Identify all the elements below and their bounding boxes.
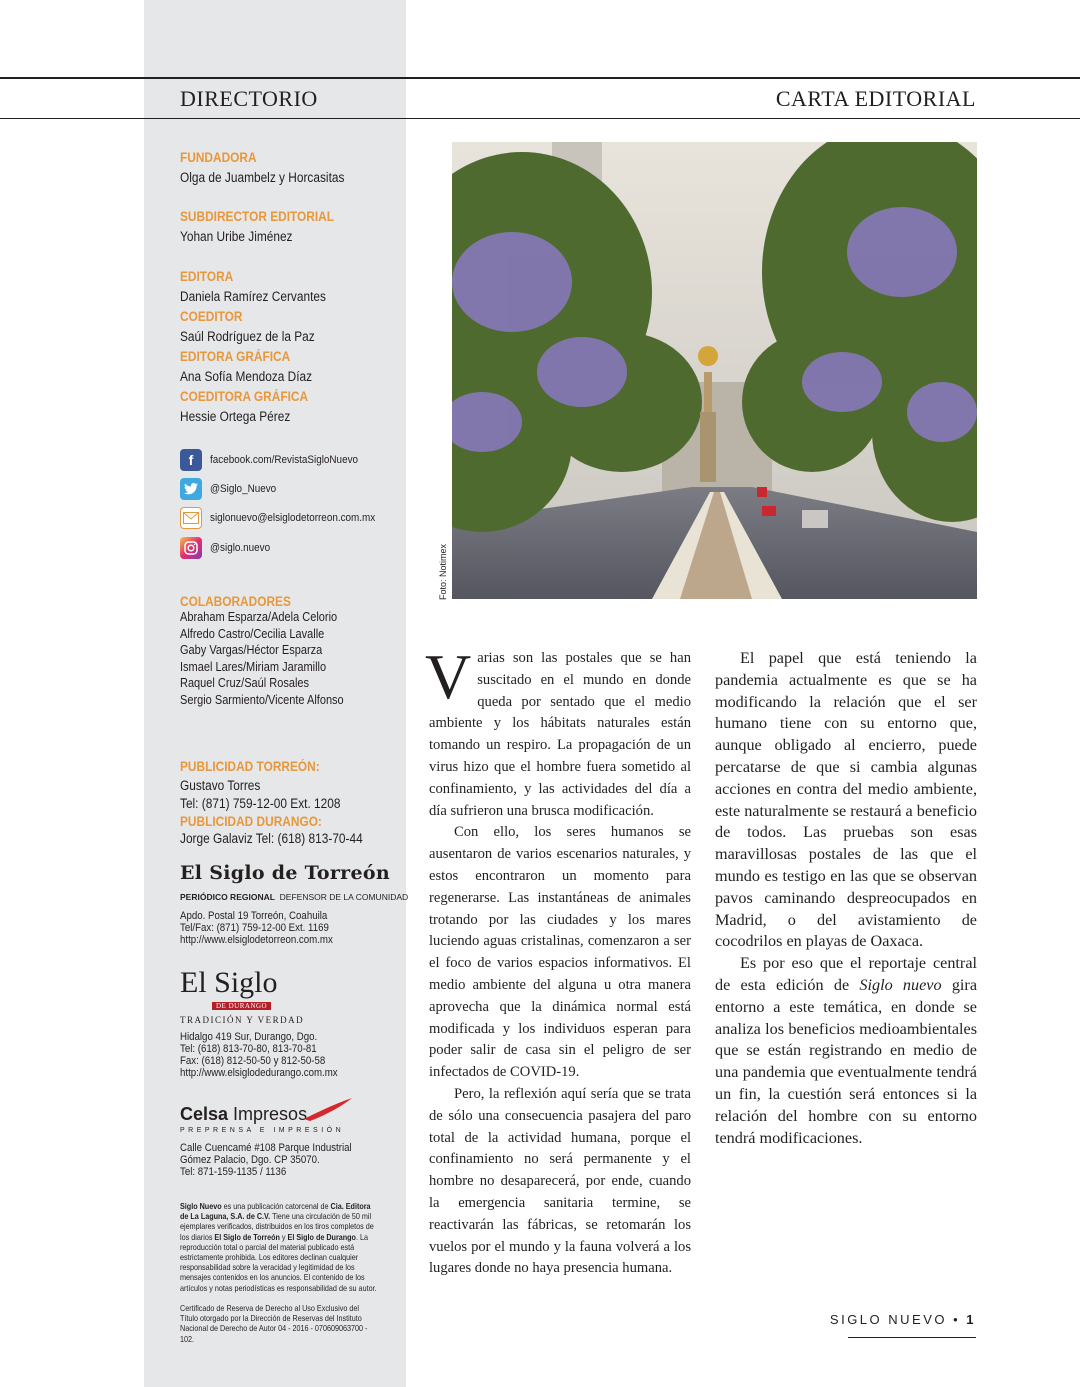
editorial-photo [452,142,977,599]
article-paragraph: El papel que está teniendo la pandemia actualmente es que se ha modificando la relación que el ser humano tiene con su entorno que, aunque obligado al encierro, puede percatarse de que si cambia algunas acciones en contra del medio ambiente, este naturalmente se restaurá a beneficio de todos. Las pruebas son esas maravillosas postales de las que el mundo es testigo en las que se observan pavos caminando despreocupados en Madrid, o del avistamiento de cocodrilos en playas de Oaxaca. [715,649,978,951]
directory-editors [180,267,380,427]
legal-certificate: Certificado de Reserva de Derecho al Uso Exclusivo del Título otorgado por la Dirección de Reservas del Instituto Nacional de Derecho de Autor 04 - 2016 - 070609063700 - 102. [180,1303,368,1344]
collaborator-line: Gaby Vargas/Héctor Esparza [180,643,323,657]
person-name: Daniela Ramírez Cervantes [180,289,326,304]
collaborator-line: Sergio Sarmiento/Vicente Alfonso [180,692,344,707]
article-column-right [715,648,977,1149]
role-label: SUBDIRECTOR EDITORIAL [180,209,335,224]
role-label: COEDITORA GRÁFICA [180,389,309,404]
legal-siglo-torreon: El Siglo de Torreón [214,1231,280,1242]
siglo-durango-fax: Fax: (618) 812-50-50 y 812-50-58 [180,1055,326,1067]
instagram-link[interactable]: @siglo.nuevo [210,542,271,554]
celsa-logo [180,1104,307,1125]
siglo-torreon-tagline-bold: PERIÓDICO REGIONAL [180,892,275,902]
collaborators-title: COLABORADORES [180,594,291,609]
siglo-durango-logo-tag: DE DURANGO [212,1002,271,1010]
collaborator-line: Abraham Esparza/Adela Celorio [180,610,338,624]
social-twitter[interactable] [180,478,284,500]
role-label: EDITORA [180,269,234,284]
celsa-address2: Gómez Palacio, Dgo. CP 35070. [180,1154,320,1166]
header-carta-editorial: CARTA EDITORIAL [775,86,976,111]
social-facebook[interactable] [180,449,374,471]
siglo-torreon-logo: El Siglo de Torreón [180,862,390,884]
collaborator-line: Raquel Cruz/Saúl Rosales [180,676,310,690]
collaborator-line: Alfredo Castro/Cecilia Lavalle [180,626,325,641]
person-name: Yohan Uribe Jiménez [180,229,293,244]
article-paragraph [425,641,691,822]
directory-subdirector [180,207,380,247]
role-label: EDITORA GRÁFICA [180,349,291,364]
legal-text: . La reproducción total o parcial del material publicado está estrictamente prohibida. Los editores declinan cualquier responsabilidad sobre la veracidad y legitimidad de los mensajes contenidos en los anuncios. El contenido de los artículos y notas periodísticas es responsabilidad de su autor. [180,1231,377,1293]
celsa-logo-bold: Celsa [180,1104,229,1124]
article-paragraph: Con ello, los seres humanos se ausentaron de varios escenarios naturales, y estos encontraron un momento para regenerarse. Las instantáneas de animales trotando por las ciudades y los mares luciendo aguas cristalinas, comenzaron a ser el foco de varios espacios informativos. El medio ambiente del alguna u otra manera aprovecha que la dinámica normal está modificada y los individuos esperan para poder salir de casa sin el peligro de ser infectados de COVID-19. [429,824,691,1081]
collaborator-line: Ismael Lares/Miriam Jaramillo [180,659,327,674]
header-rule-top [0,77,1080,79]
footer-magazine-name: SIGLO NUEVO • [829,1312,967,1327]
advertising-durango-line: Jorge Galaviz Tel: (618) 813-70-44 [180,831,363,846]
legal-siglo-durango: El Siglo de Durango [287,1231,356,1242]
collaborators-list [180,609,344,708]
drop-cap: V [425,641,472,712]
siglo-durango-logo: El Siglo [180,966,278,999]
article-paragraph: Pero, la reflexión aquí sería que se trata de sólo una consecuencia pasajera del paro total de la actividad humana, porque el confinamiento no será permanente y el hombre no desaparecerá, por ende, cuando la emergencia sanitaria termine, se reactivarán las fábricas, se retomarán los vuelos por el mundo y la fauna volverá a los lugares donde no haya presencia humana. [429,1085,691,1277]
celsa-tel: Tel: 871-159-1135 / 1136 [180,1166,287,1178]
siglo-torreon-tel: Tel/Fax: (871) 759-12-00 Ext. 1169 [180,922,329,934]
article-column-left [425,641,691,1280]
twitter-link[interactable]: @Siglo_Nuevo [210,483,277,495]
paragraph-text: Es por eso que el reportaje central de esta edición de [715,954,977,994]
celsa-tagline: PREPRENSA E IMPRESIÓN [180,1127,345,1134]
legal-notice [180,1201,378,1293]
celsa-address1: Calle Cuencamé #108 Parque Industrial [180,1142,352,1154]
siglo-torreon-tagline [180,892,408,902]
page-footer [830,1312,976,1327]
advertising-torreon-title: PUBLICIDAD TORREÓN: [180,759,320,774]
siglo-torreon-address: Apdo. Postal 19 Torreón, Coahuila [180,910,328,922]
paragraph-text: arias son las postales que se han suscitado en el mundo en donde queda por sentado que el medio ambiente y los hábitats naturales están tomando un respiro. La propagación de un virus hizo que el hombre fuera sometido al confinamiento, y las actividades del día a día sufrieron una brusca modificación. [429,650,691,819]
email-icon [180,507,202,529]
celsa-logo-rest: Impresos [228,1104,308,1124]
advertising-torreon-tel: Tel: (871) 759-12-00 Ext. 1208 [180,796,341,811]
celsa-swoosh-logo [302,1097,354,1123]
siglo-durango-url[interactable]: http://www.elsiglodedurango.com.mx [180,1067,338,1079]
advertising-torreon-name: Gustavo Torres [180,778,261,793]
directory-fundadora [180,148,380,188]
facebook-icon: f [180,449,202,471]
page-number: 1 [966,1312,976,1327]
article-paragraph [715,953,977,1149]
social-email[interactable] [180,507,394,529]
legal-text: Tiene una circulación de 50 mil ejemplares verificados, distribuidos en los tiros completos de los diarios [180,1211,374,1242]
siglo-torreon-tagline-rest: DEFENSOR DE LA COMUNIDAD [279,892,409,902]
role-label: FUNDADORA [180,150,257,165]
legal-company: Cia. Editora de La Laguna, S.A. de C.V. [180,1201,371,1222]
paragraph-text: gira entorno a este temática, en donde se analiza los beneficios medioambientales que se están registrando en medio de una pandemia que eventualmente tendrá un fin, la cuestión será entonces si la relación del hombre con su entorno tendrá modificaciones. [715,975,977,1147]
email-link[interactable]: siglonuevo@elsiglodetorreon.com.mx [210,512,376,524]
siglo-torreon-url[interactable]: http://www.elsiglodetorreon.com.mx [180,934,333,946]
instagram-icon [180,537,202,559]
person-name: Olga de Juambelz y Horcasitas [180,170,345,185]
twitter-icon [180,478,202,500]
facebook-link[interactable]: facebook.com/RevistaSigloNuevo [210,454,359,466]
social-instagram[interactable] [180,537,277,559]
siglo-durango-tagline: TRADICIÓN Y VERDAD [180,1015,305,1025]
person-name: Ana Sofía Mendoza Díaz [180,369,313,384]
person-name: Saúl Rodríguez de la Paz [180,329,315,344]
advertising-block [180,757,380,848]
legal-siglo-nuevo: Siglo Nuevo [180,1201,222,1211]
person-name: Hessie Ortega Pérez [180,409,291,424]
header-directorio: DIRECTORIO [180,86,318,111]
legal-text: es una publicación catorcenal de [221,1201,331,1211]
role-label: COEDITOR [180,309,243,324]
header-rule-bottom [0,118,1080,119]
advertising-durango-title: PUBLICIDAD DURANGO: [180,814,322,829]
siglo-durango-tel: Tel: (618) 813-70-80, 813-70-81 [180,1043,317,1055]
photo-credit: Foto: Notimex [438,543,448,600]
legal-text: y [279,1231,288,1242]
siglo-durango-address: Hidalgo 419 Sur, Durango, Dgo. [180,1031,318,1043]
siglo-nuevo-brand: Siglo nuevo [859,975,942,994]
footer-rule [848,1337,976,1338]
